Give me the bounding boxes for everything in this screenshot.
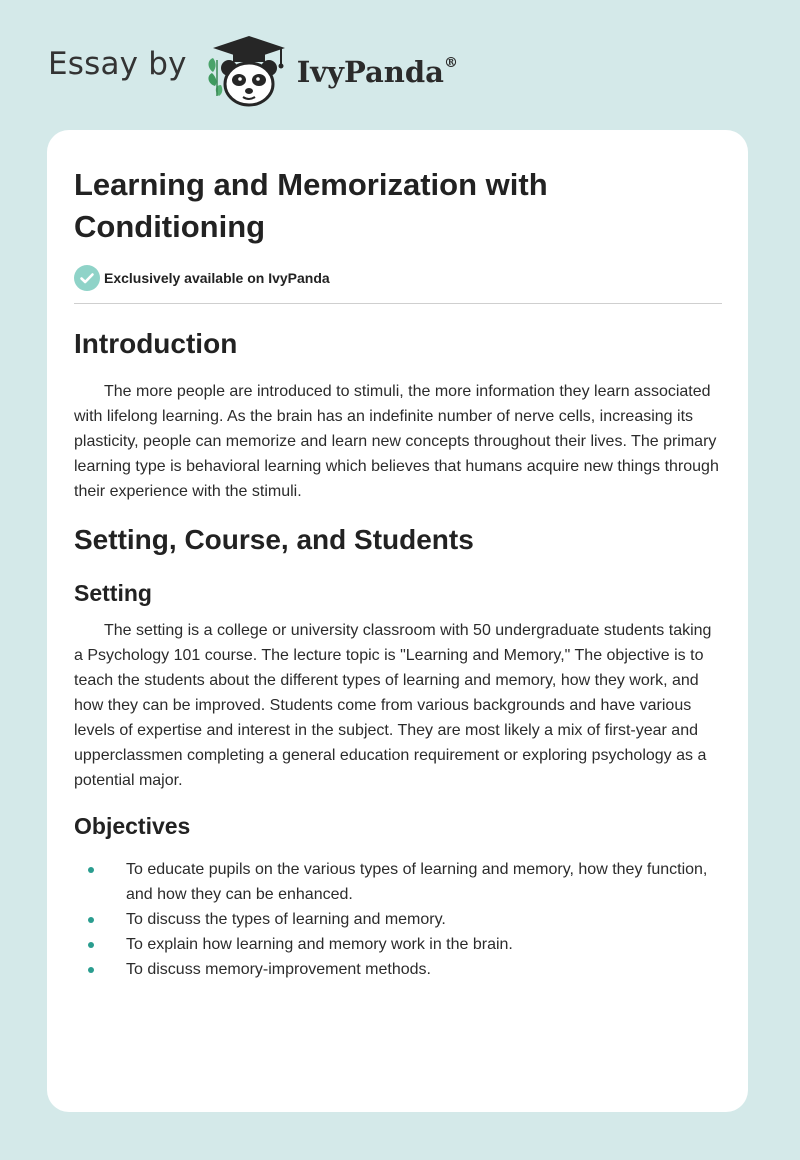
exclusive-badge <box>74 265 722 291</box>
list-item <box>74 857 722 907</box>
check-circle-icon <box>74 265 100 291</box>
list-item <box>74 907 722 932</box>
introduction-paragraph: The more people are introduced to stimuli, the more information they learn associated with lifelong learning. As the brain has an indefinite number of nerve cells, increasing its plasticity, people can memorize and learn new concepts throughout their lives. The primary learning type is behavioral learning which believes that humans acquire new things through their experience with the stimuli. <box>74 383 719 500</box>
badge-label: Exclusively available on IvyPanda <box>104 270 330 286</box>
objective-text: To explain how learning and memory work in the brain. <box>126 936 513 953</box>
bullet-dot-icon <box>88 917 94 923</box>
essay-card <box>47 130 748 1112</box>
subsection-heading-setting: Setting <box>74 580 152 606</box>
section-heading-setting-course-students: Setting, Course, and Students <box>74 524 474 555</box>
section-heading-introduction: Introduction <box>74 328 238 359</box>
page-title: Learning and Memorization with Conditioning <box>74 167 548 244</box>
site-header <box>48 30 458 110</box>
subsection-heading-objectives: Objectives <box>74 813 191 839</box>
title-divider <box>74 303 722 304</box>
objective-text: To educate pupils on the various types of learning and memory, how they function, and how they can be enhanced. <box>126 861 708 903</box>
objective-text: To discuss the types of learning and memory. <box>126 911 446 928</box>
list-item <box>74 932 722 957</box>
brand-name[interactable]: IvyPanda® <box>296 55 458 89</box>
bullet-dot-icon <box>88 942 94 948</box>
objective-text: To discuss memory-improvement methods. <box>126 961 431 978</box>
registered-mark: ® <box>443 55 458 72</box>
bullet-dot-icon <box>88 967 94 973</box>
panda-logo-icon[interactable] <box>203 30 295 110</box>
setting-paragraph: The setting is a college or university classroom with 50 undergraduate students taking a Psychology 101 course. The lecture topic is "Learning and Memory," The objective is to teach the students about the different types of learning and memory, how they work, and how they can be improved. Students come from various backgrounds and have various levels of expertise and interest in the subject. They are most likely a mix of first-year and upperclassmen completing a general education requirement or exploring psychology as a potential major. <box>74 622 712 789</box>
list-item <box>74 957 722 982</box>
brand-prefix: Essay by <box>48 46 187 82</box>
bullet-dot-icon <box>88 867 94 873</box>
objectives-list <box>74 857 722 982</box>
